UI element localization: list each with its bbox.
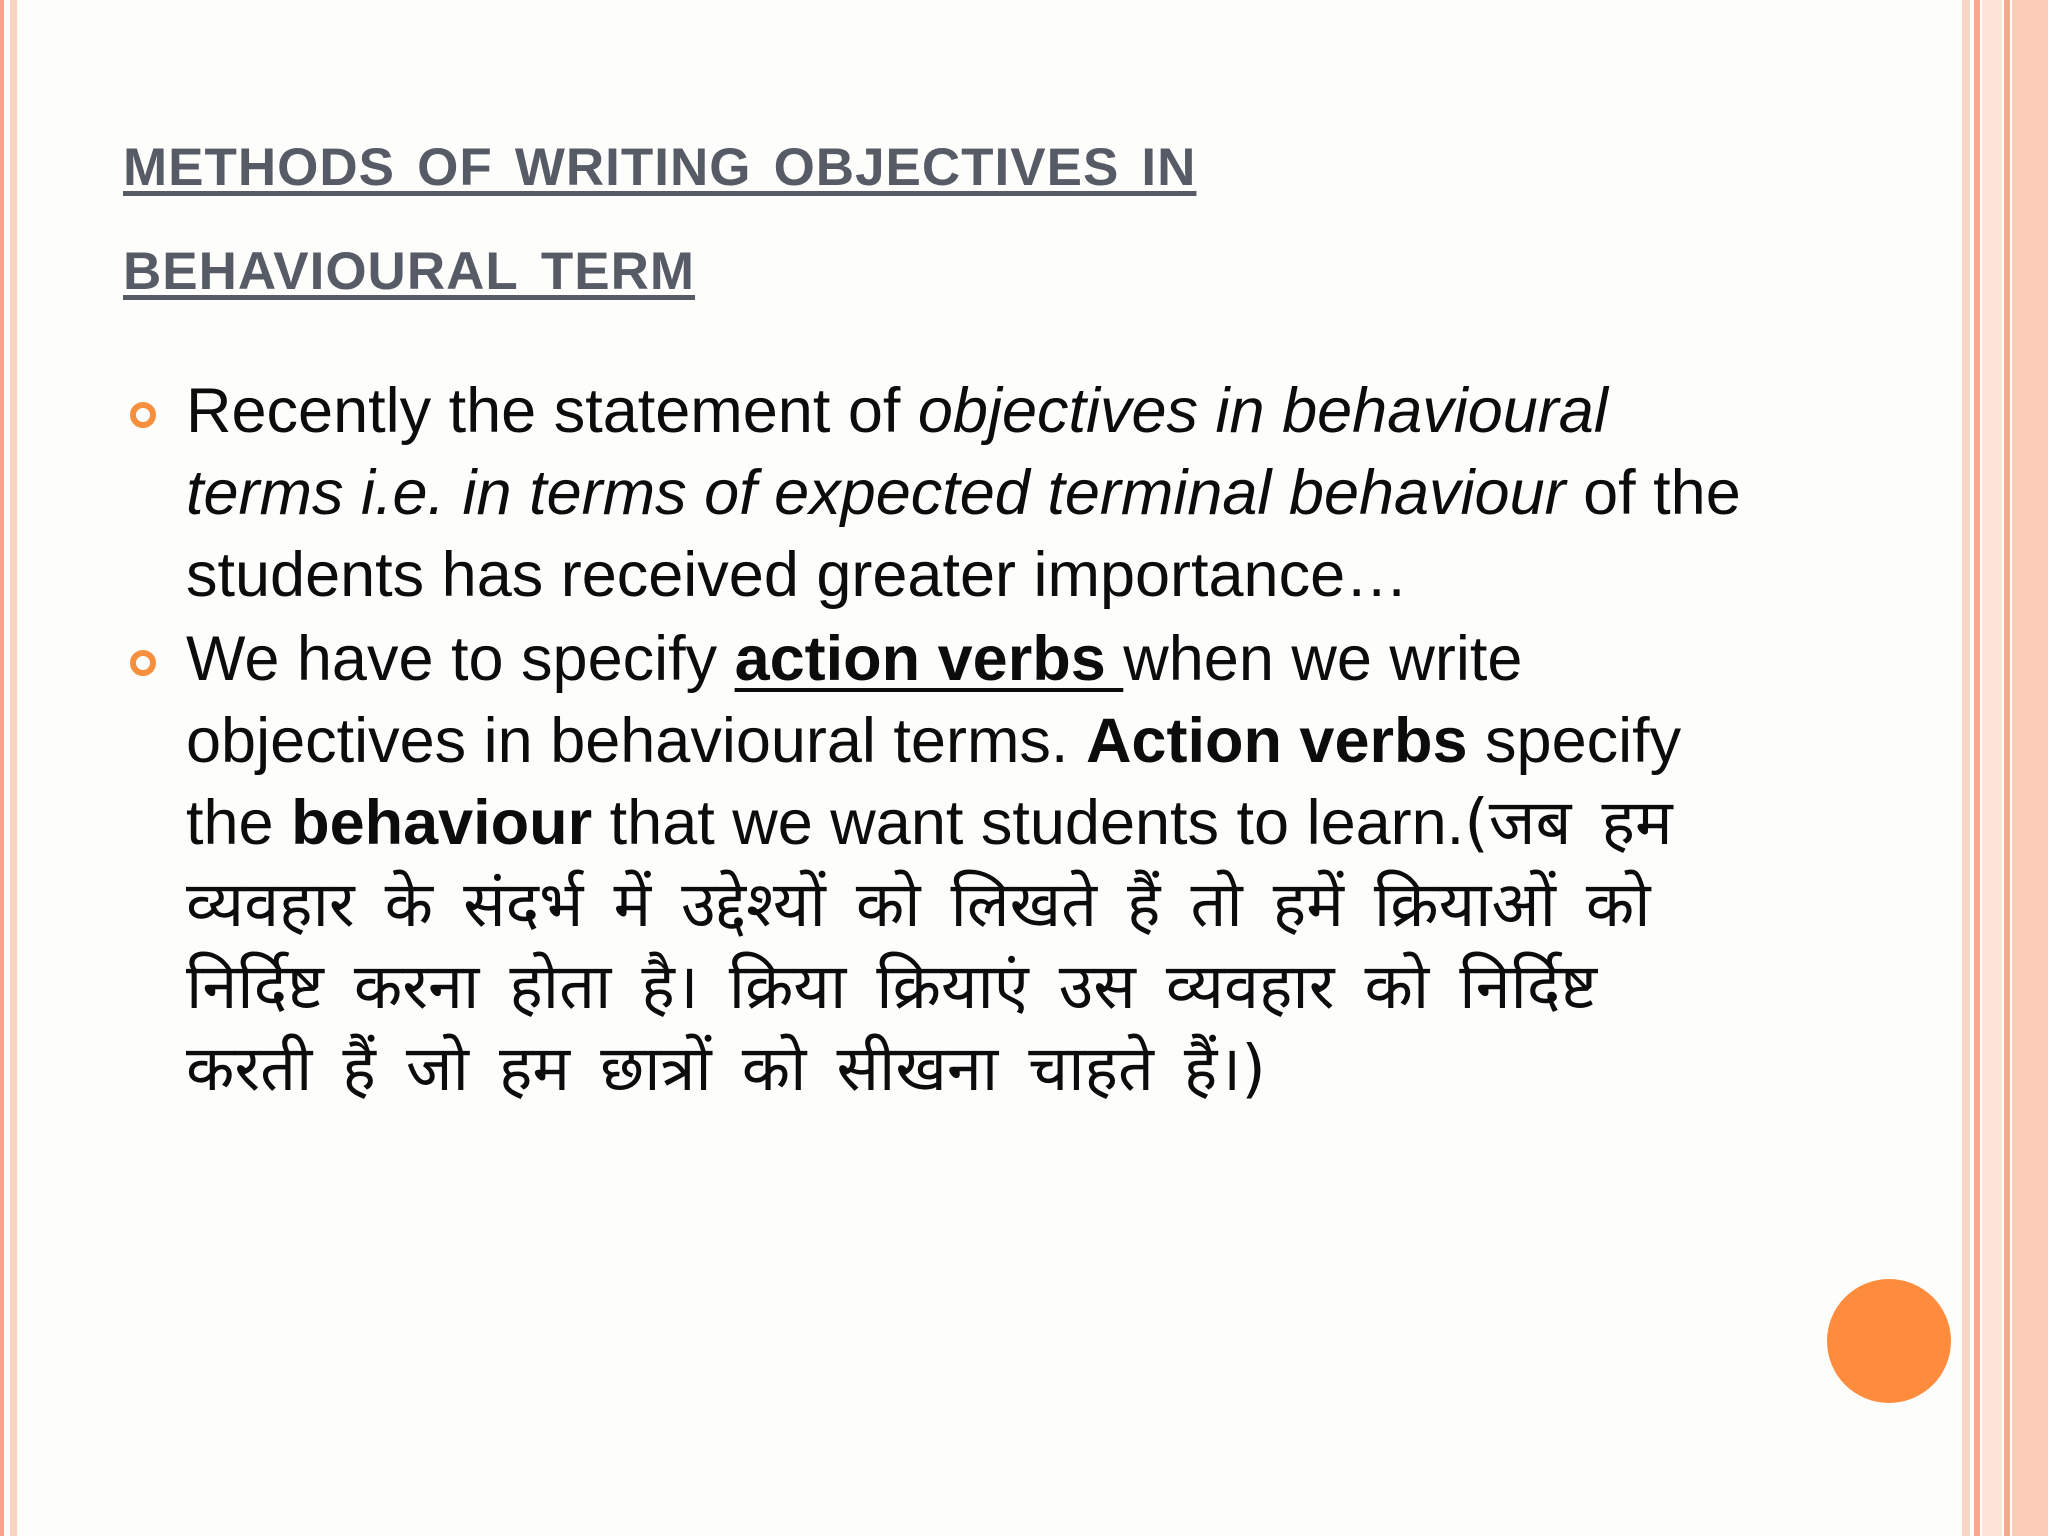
bullet-text: Recently the statement of bbox=[186, 376, 918, 446]
bullet-item bbox=[130, 618, 1750, 1110]
bullet-text-hindi: (जब हम व्यवहार के संदर्भ में उद्देश्यों को लिखते हैं तो हमें क्रियाओं को निर्दिष्ट करना होता है। क्रिया क्रियाएं उस व्यवहार को निर्दिष्ट करती हैं जो हम छात्रों को सीखना चाहते हैं।) bbox=[186, 786, 1673, 1105]
bullet-text: of the students has received greater importance… bbox=[186, 458, 1741, 610]
slide-title bbox=[123, 108, 1823, 316]
right-border-stripe bbox=[2004, 0, 2010, 1536]
slide-title-line1: methods of writing objectives in bbox=[123, 117, 1197, 202]
bullet-text-bold-underlined: action verbs bbox=[734, 624, 1124, 694]
bullet-text: We have to specify bbox=[186, 624, 735, 694]
left-border-stripe bbox=[0, 0, 4, 1536]
slide-title-line2 bbox=[123, 212, 1823, 316]
bullet-text-bold: Action verbs bbox=[1085, 706, 1468, 776]
right-border-stripe bbox=[1982, 0, 2002, 1536]
hollow-circle-bullet-icon bbox=[130, 650, 156, 676]
hollow-circle-bullet-icon bbox=[130, 402, 156, 428]
bullet-text-bold: behaviour bbox=[291, 788, 593, 858]
right-border-stripe bbox=[1962, 0, 1970, 1536]
bullet-text: when we write objectives in behavioural terms. bbox=[186, 624, 1523, 776]
slide-body bbox=[130, 370, 1750, 1110]
bullet-item bbox=[130, 370, 1750, 616]
slide-title-line2-text: behavioural term bbox=[123, 221, 696, 306]
orange-circle-icon bbox=[1827, 1279, 1951, 1403]
right-border-stripe bbox=[1974, 0, 1980, 1536]
bullet-text: specify the bbox=[186, 706, 1682, 858]
right-border-stripe bbox=[2012, 0, 2048, 1536]
bullet-text: that we want students to learn. bbox=[592, 788, 1465, 858]
bullet-text-italic: objectives in behavioural terms i.e. in terms of expected terminal behaviour bbox=[186, 376, 1608, 528]
left-border-stripe-inner bbox=[10, 0, 17, 1536]
